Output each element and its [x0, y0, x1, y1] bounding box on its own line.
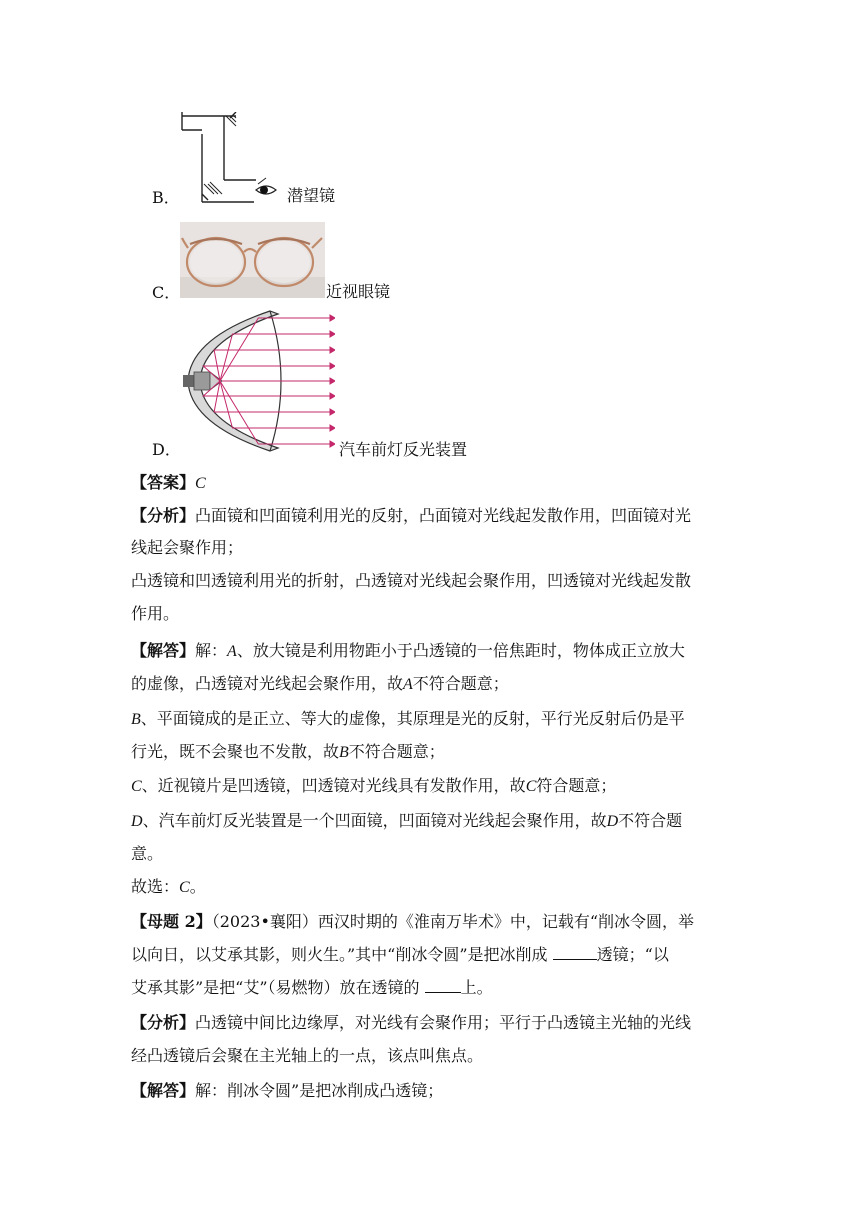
option-b-letter: B． [152, 188, 180, 207]
analysis2-text1: 凸透镜中间比边缘厚，对光线有会聚作用；平行于凸透镜主光轴的光线 [195, 1013, 692, 1032]
solution1-d-letter: D [131, 813, 143, 830]
analysis1-line1 [131, 505, 691, 527]
solution1-line4 [131, 741, 445, 764]
eye-icon [256, 178, 276, 194]
solution1-line5 [131, 775, 616, 798]
question2-text2-post: 透镜；“以 [596, 945, 669, 964]
question2-text1: （2023•襄阳）西汉时期的《淮南万毕术》中，记载有“削冰令圆，举 [211, 912, 695, 931]
solution1-line1 [131, 640, 685, 663]
question2-tag: 【母题 2】 [131, 912, 212, 931]
answer-line [131, 472, 206, 495]
solution1-tag: 【解答】 [131, 641, 196, 660]
analysis1-line2: 线起会聚作用； [131, 538, 244, 557]
analysis1-tag: 【分析】 [131, 506, 196, 525]
solution2-text: 解：削冰令圆”是把冰削成凸透镜； [195, 1081, 444, 1100]
option-d-letter: D． [152, 440, 181, 459]
option-c-caption: 近视眼镜 [326, 282, 391, 301]
ray-arrowhead [330, 441, 335, 447]
solution1-choose-post: 。 [189, 877, 206, 896]
solution1-line3 [131, 708, 685, 731]
solution1-a-text2-pre: 的虚像，凸透镜对光线起会聚作用，故 [131, 674, 404, 693]
ray-arrowhead [330, 363, 335, 369]
ray-arrowhead [330, 378, 335, 384]
solution1-line2 [131, 673, 509, 696]
question2-text2-pre: 以向日，以艾承其影，则火生。”其中“削冰令圆”是把冰削成 [131, 945, 553, 964]
solution1-line6 [131, 810, 682, 833]
ray-arrowhead [330, 409, 335, 415]
solution1-line8 [131, 876, 206, 899]
analysis1-line4: 作用。 [131, 604, 180, 623]
solution1-prefix: 解： [195, 641, 228, 660]
question2-blank-2[interactable] [425, 978, 461, 993]
option-c-letter: C． [152, 283, 181, 302]
solution1-d-letter-2: D [606, 813, 619, 830]
option-b-caption: 潜望镜 [287, 186, 336, 205]
glasses-figure [180, 222, 325, 298]
solution1-c-text-post: 符合题意； [536, 776, 617, 795]
solution2-tag: 【解答】 [131, 1081, 196, 1100]
ray-arrowhead [330, 315, 335, 321]
question2-blank-1[interactable] [553, 945, 597, 960]
solution2-line1 [131, 1080, 443, 1102]
solution1-line7: 意。 [131, 844, 164, 863]
solution1-c-letter-2: C [525, 778, 537, 795]
solution1-d-text1-post: 不符合题 [618, 811, 683, 830]
question2-text3-pre: 艾承其影”是把“艾”（易燃物）放在透镜的 [131, 978, 425, 997]
analysis1-line3: 凸透镜和凹透镜利用光的折射，凸透镜对光线起会聚作用，凹透镜对光线起发散 [131, 571, 692, 590]
solution1-b-text2-pre: 行光，既不会聚也不发散，故 [131, 742, 340, 761]
analysis2-line2: 经凸透镜后会聚在主光轴上的一点，该点叫焦点。 [131, 1046, 484, 1065]
solution1-b-text2-post: 不符合题意； [348, 742, 445, 761]
solution1-choose-pre: 故选： [131, 877, 180, 896]
solution1-b-letter-2: B [339, 744, 349, 761]
ray-arrowhead [330, 425, 335, 431]
option-d-caption: 汽车前灯反光装置 [339, 440, 468, 459]
solution1-a-text2-post: 不符合题意； [412, 674, 509, 693]
solution1-a-letter: A [227, 643, 237, 660]
ray-arrowhead [330, 331, 335, 337]
answer-value: C [195, 475, 206, 492]
solution1-a-text1: 、放大镜是利用物距小于凸透镜的一倍焦距时，物体成正立放大 [236, 641, 685, 660]
reflected-ray [220, 381, 330, 428]
headlight-reflector-figure [180, 308, 335, 454]
question2-line2 [131, 944, 669, 966]
analysis1-text1: 凸面镜和凹面镜利用光的反射，凸面镜对光线起发散作用，凹面镜对光 [195, 506, 692, 525]
analysis2-line1 [131, 1012, 691, 1034]
solution1-b-text1: 、平面镜成的是正立、等大的虚像，其原理是光的反射，平行光反射后仍是平 [140, 709, 685, 728]
solution1-c-text-pre: 、近视镜片是凹透镜，凹透镜对光线具有发散作用，故 [141, 776, 526, 795]
reflected-ray [220, 334, 330, 381]
analysis2-tag: 【分析】 [131, 1013, 196, 1032]
question2-line3 [131, 977, 493, 999]
solution1-d-text1-pre: 、汽车前灯反光装置是一个凹面镜，凹面镜对光线起会聚作用，故 [142, 811, 607, 830]
solution1-c-letter: C [131, 778, 142, 795]
ray-arrowhead [330, 347, 335, 353]
ray-arrowhead [330, 393, 335, 399]
answer-tag: 【答案】 [131, 473, 196, 492]
solution1-b-letter: B [131, 711, 141, 728]
solution1-choose-letter: C [179, 879, 190, 896]
question2-text3-post: 上。 [460, 978, 493, 997]
solution1-a-letter-2: A [403, 676, 413, 693]
periscope-figure [176, 112, 288, 204]
question2-line1 [131, 911, 694, 933]
